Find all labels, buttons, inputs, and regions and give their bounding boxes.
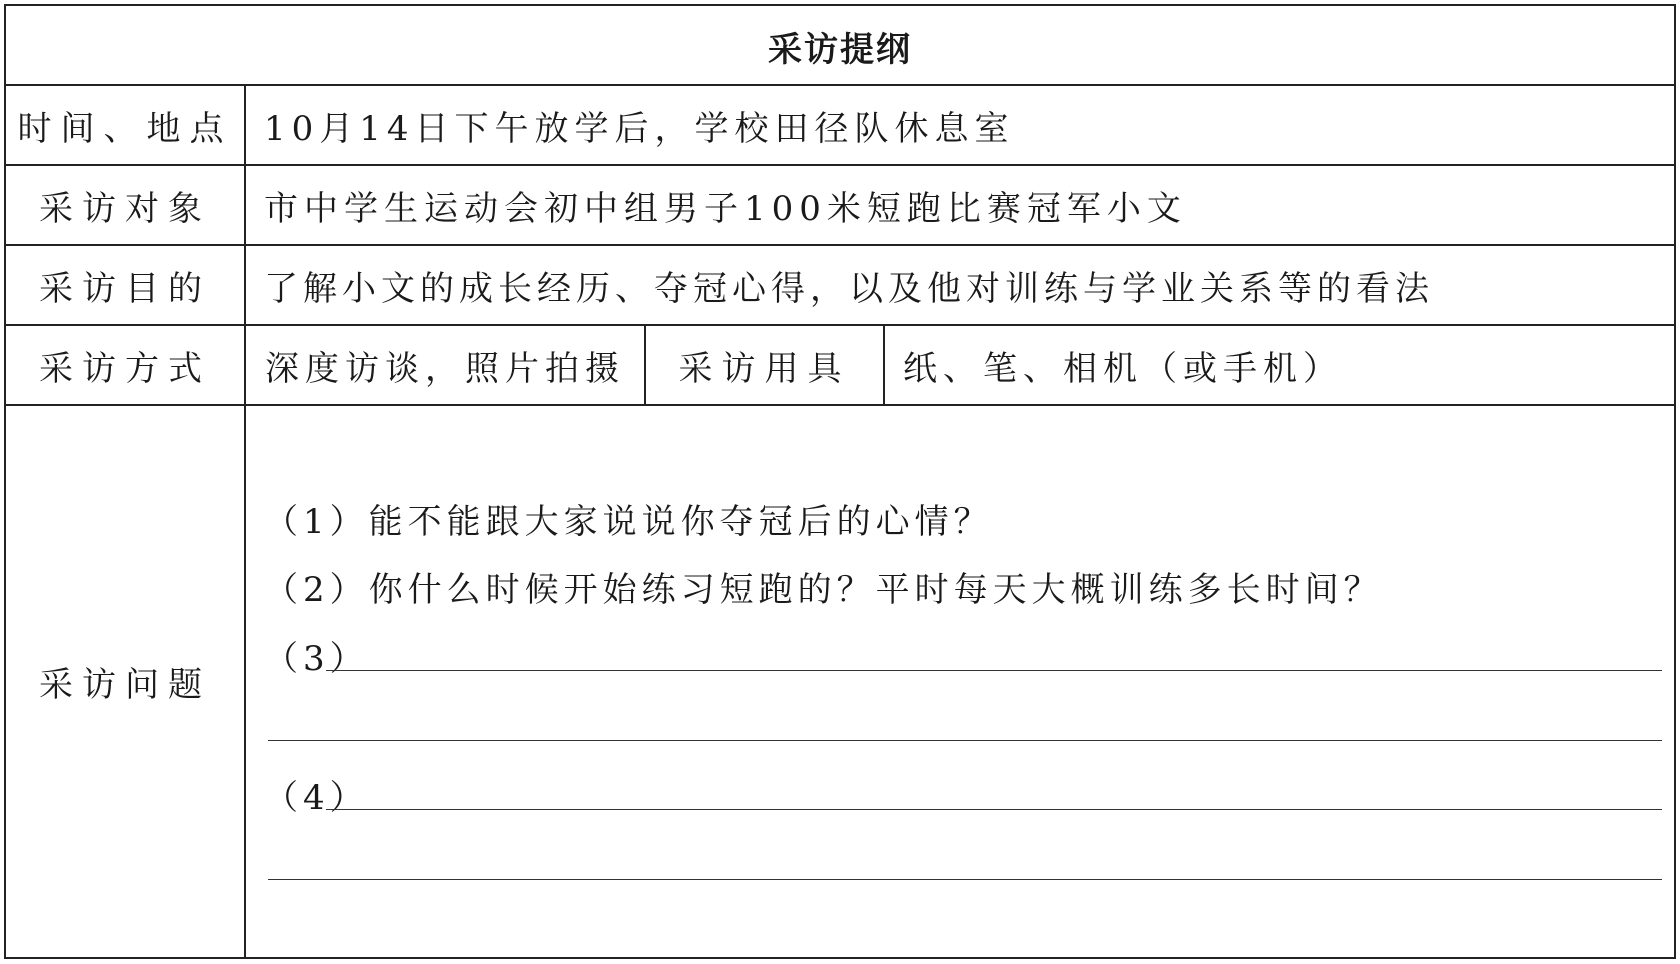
question-item-4: （4）	[264, 778, 369, 818]
answer-blank-4a	[326, 809, 1662, 810]
subject-label: 采访对象	[39, 188, 211, 229]
tools-cell-divider	[883, 324, 885, 404]
question-item-3: （3）	[264, 639, 369, 679]
answer-blank-3b	[268, 740, 1662, 741]
method-label: 采访方式	[39, 348, 211, 389]
answer-blank-4b	[268, 879, 1662, 880]
method-value: 深度访谈，照片拍摄	[265, 348, 625, 389]
table-title: 采访提纲	[768, 29, 912, 70]
label-column-divider	[244, 86, 246, 957]
tools-label: 采访用具	[678, 348, 851, 389]
purpose-label: 采访目的	[39, 268, 211, 309]
time-place-label: 时间、地点	[17, 108, 233, 149]
purpose-value: 了解小文的成长经历、夺冠心得，以及他对训练与学业关系等的看法	[264, 268, 1434, 309]
row-divider	[6, 404, 1674, 406]
questions-label: 采访问题	[39, 665, 211, 705]
answer-blank-3a	[326, 670, 1662, 671]
subject-value: 市中学生运动会初中组男子100米短跑比赛冠军小文	[264, 188, 1187, 229]
interview-outline-table	[4, 4, 1676, 959]
tools-value: 纸、笔、相机（或手机）	[903, 348, 1343, 389]
time-place-value: 10月14日下午放学后，学校田径队休息室	[264, 108, 1015, 149]
question-item-2: （2）你什么时候开始练习短跑的？平时每天大概训练多长时间？	[264, 570, 1383, 610]
question-item-1: （1）能不能跟大家说说你夺冠后的心情？	[264, 502, 993, 542]
